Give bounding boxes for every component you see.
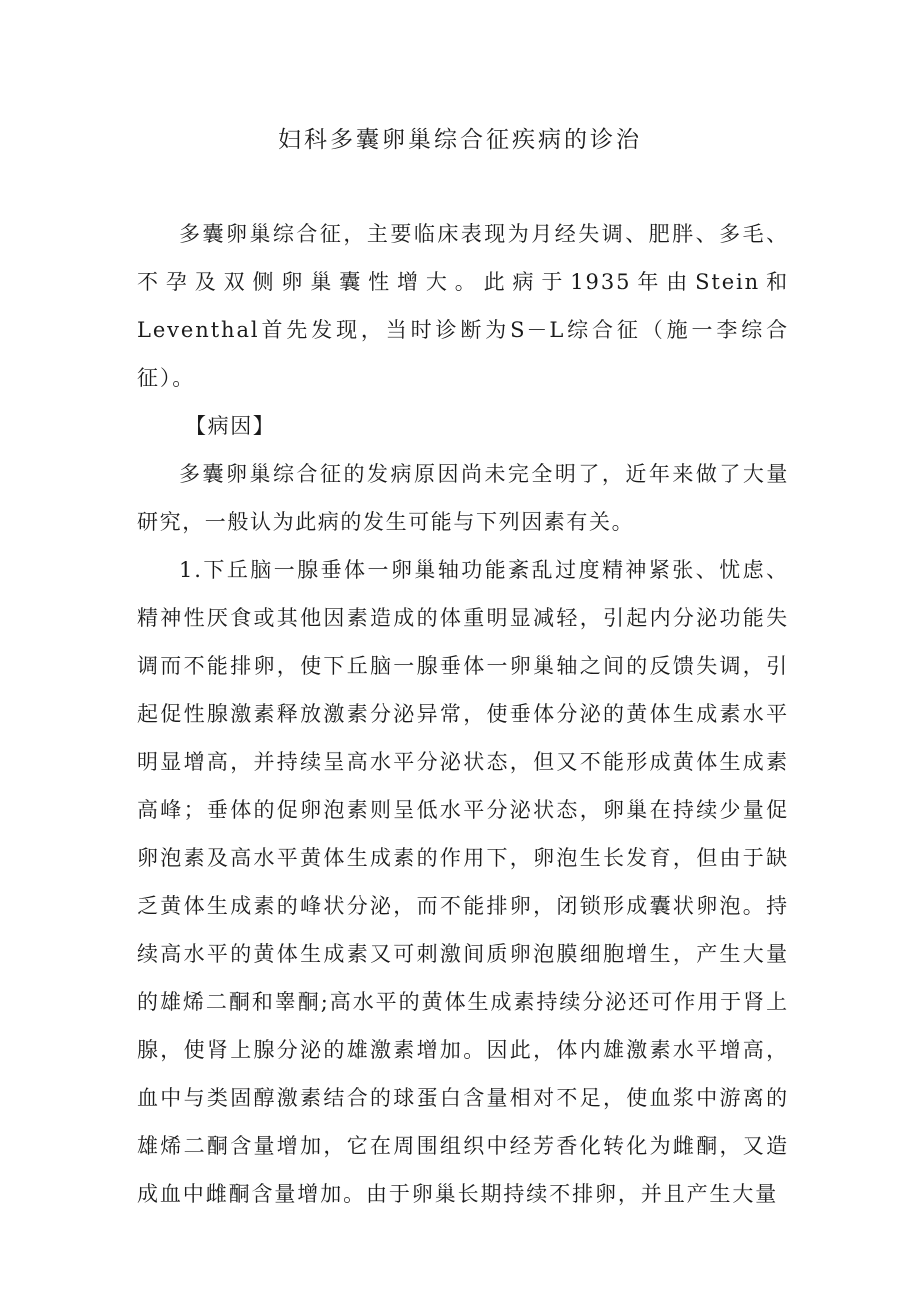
document-body — [137, 210, 789, 1218]
cause-intro-paragraph: 多囊卵巢综合征的发病原因尚未完全明了，近年来做了大量研究，一般认为此病的发生可能与下列因素有关。 — [137, 462, 789, 534]
document-title: 妇科多囊卵巢综合征疾病的诊治 — [278, 127, 642, 153]
cause-1-paragraph: 1.下丘脑一腺垂体一卵巢轴功能紊乱过度精神紧张、忧虑、精神性厌食或其他因素造成的体重明显减轻，引起内分泌功能失调而不能排卵，使下丘脑一腺垂体一卵巢轴之间的反馈失调，引起促性腺激素释放激素分泌异常，使垂体分泌的黄体生成素水平明显增高，并持续呈高水平分泌状态，但又不能形成黄体生成素高峰；垂体的促卵泡素则呈低水平分泌状态，卵巢在持续少量促卵泡素及高水平黄体生成素的作用下，卵泡生长发育，但由于缺乏黄体生成素的峰状分泌，而不能排卵，闭锁形成囊状卵泡。持续高水平的黄体生成素又可刺激间质卵泡膜细胞增生，产生大量的雄烯二酮和睾酮;高水平的黄体生成素持续分泌还可作用于肾上腺，使肾上腺分泌的雄激素增加。因此，体内雄激素水平增高，血中与类固醇激素结合的球蛋白含量相对不足，使血浆中游离的雄烯二酮含量增加，它在周围组织中经芳香化转化为雌酮，又造成血中雌酮含量增加。由于卵巢长期持续不排卵，并且产生大量 — [137, 558, 789, 1206]
cause-heading: 【病因】 — [185, 414, 276, 438]
intro-paragraph: 多囊卵巢综合征，主要临床表现为月经失调、肥胖、多毛、不孕及双侧卵巢囊性增大。此病于1935年由Stein和Leventhal首先发现，当时诊断为S－L综合征（施一李综合征）。 — [137, 222, 789, 390]
